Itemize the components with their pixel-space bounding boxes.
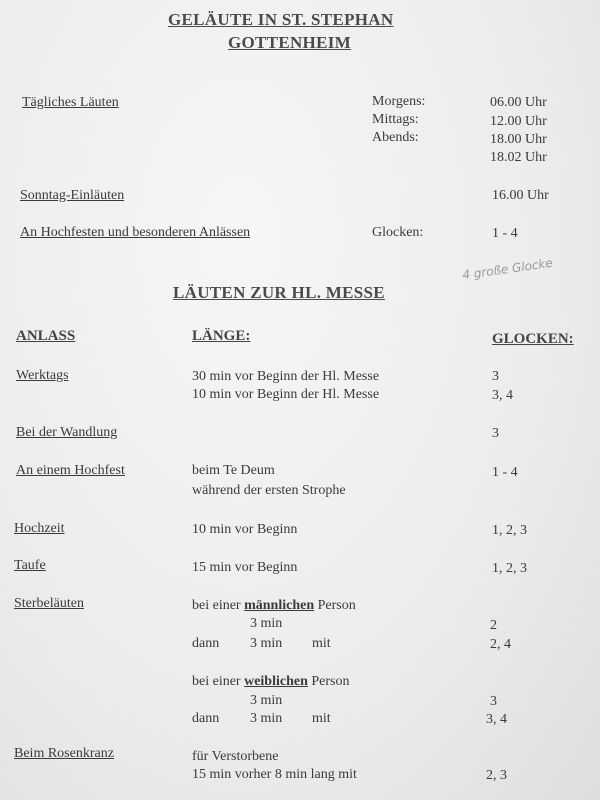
bells-value: 3 — [492, 369, 499, 384]
daily-label: Tägliches Läuten — [22, 95, 119, 110]
length-text: 10 min vor Beginn der Hl. Messe — [192, 387, 380, 402]
length-text: 10 min vor Beginn — [192, 522, 298, 537]
text-fragment: Person — [311, 674, 350, 689]
text-fragment: dann — [192, 636, 220, 651]
occasion-hochzeit: Hochzeit — [14, 521, 65, 536]
text-fragment: dann — [192, 711, 220, 726]
text-fragment: Person — [317, 598, 356, 613]
text-fragment: mit — [312, 711, 331, 726]
length-text: 3 min — [250, 693, 283, 708]
length-text: 15 min vorher 8 min lang mit — [192, 767, 357, 782]
bells-value: 3, 4 — [486, 712, 507, 727]
col-bells: GLOCKEN: — [492, 331, 574, 347]
col-occasion: ANLASS — [16, 328, 76, 344]
feast-bells: 1 - 4 — [492, 226, 518, 241]
bells-value: 3 — [492, 426, 499, 441]
feast-bells-label: Glocken: — [372, 225, 424, 240]
bells-value: 1, 2, 3 — [492, 561, 527, 576]
daily-time-value: 12.00 Uhr — [490, 114, 547, 129]
occasion-sterbelaeuten: Sterbeläuten — [14, 596, 84, 611]
length-text: für Verstorbene — [192, 749, 279, 764]
daily-time-value: 18.00 Uhr — [490, 132, 547, 147]
length-text: 3 min — [250, 711, 283, 726]
title-line-1: GELÄUTE IN ST. STEPHAN — [168, 10, 394, 29]
length-text: während der ersten Strophe — [192, 483, 346, 498]
occasion-wandlung: Bei der Wandlung — [16, 425, 118, 440]
female-person-line — [192, 674, 350, 690]
title-line-2: GOTTENHEIM — [228, 33, 351, 52]
bells-value: 1, 2, 3 — [492, 523, 527, 538]
daily-time-value: 06.00 Uhr — [490, 95, 547, 110]
daily-time-label: Mittags: — [372, 112, 419, 127]
emphasis-word: weiblichen — [244, 674, 308, 689]
text-fragment: bei einer — [192, 674, 241, 689]
bells-value: 3 — [490, 694, 497, 709]
feast-label: An Hochfesten und besonderen Anlässen — [20, 225, 251, 240]
daily-time-label: Morgens: — [372, 94, 426, 109]
mass-title: LÄUTEN ZUR HL. MESSE — [173, 283, 385, 302]
bells-value: 2, 3 — [486, 768, 507, 783]
text-fragment: bei einer — [192, 598, 241, 613]
occasion-werktags: Werktags — [16, 368, 69, 383]
occasion-taufe: Taufe — [14, 558, 46, 573]
bells-value: 1 - 4 — [492, 465, 518, 480]
sunday-label: Sonntag-Einläuten — [20, 188, 125, 203]
daily-time-value: 18.02 Uhr — [490, 150, 547, 165]
col-length: LÄNGE: — [192, 328, 251, 344]
daily-time-label: Abends: — [372, 130, 419, 145]
length-text: 15 min vor Beginn — [192, 560, 298, 575]
bells-value: 3, 4 — [492, 388, 513, 403]
length-text: beim Te Deum — [192, 463, 275, 478]
handwritten-note: 4 große Glocke — [461, 255, 554, 283]
bells-value: 2 — [490, 618, 497, 633]
text-fragment: mit — [312, 636, 331, 651]
male-person-line — [192, 598, 356, 614]
length-text: 30 min vor Beginn der Hl. Messe — [192, 369, 380, 384]
emphasis-word: männlichen — [244, 598, 315, 613]
sunday-time: 16.00 Uhr — [492, 188, 549, 203]
length-text: 3 min — [250, 616, 283, 631]
occasion-rosenkranz: Beim Rosenkranz — [14, 746, 114, 761]
occasion-hochfest: An einem Hochfest — [16, 463, 125, 478]
bells-value: 2, 4 — [490, 637, 511, 652]
length-text: 3 min — [250, 636, 283, 651]
